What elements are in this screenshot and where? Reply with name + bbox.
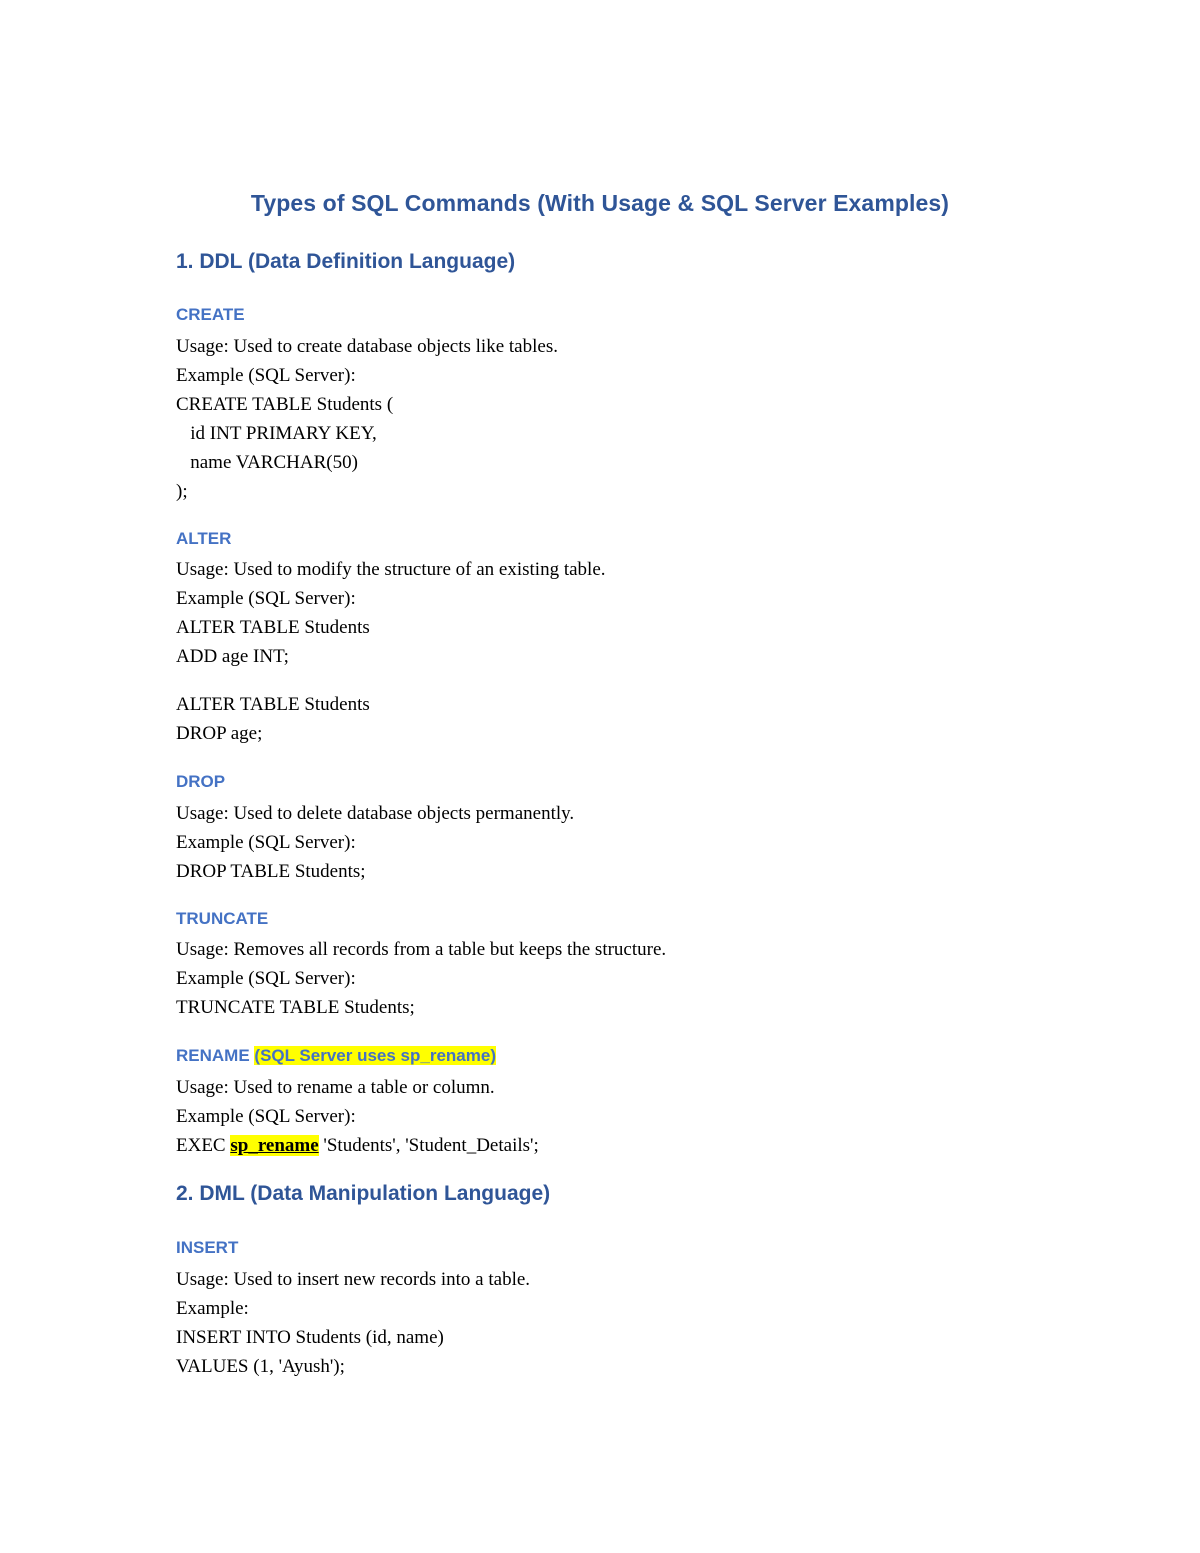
page-title: Types of SQL Commands (With Usage & SQL Server Examples) [250, 190, 950, 216]
rename-note: (SQL Server uses sp_rename) [254, 1046, 496, 1065]
drop-usage: Usage: Used to delete database objects permanently. [176, 803, 575, 824]
insert-code-line: INSERT INTO Students (id, name) [176, 1327, 444, 1348]
insert-block [176, 1265, 530, 1381]
alter-block [176, 555, 606, 671]
truncate-usage: Usage: Removes all records from a table but keeps the structure. [176, 939, 667, 960]
insert-code-line: VALUES (1, 'Ayush'); [176, 1356, 345, 1377]
insert-usage: Usage: Used to insert new records into a table. [176, 1269, 531, 1290]
create-example-label: Example (SQL Server): [176, 365, 356, 386]
rename-block [176, 1073, 539, 1160]
truncate-block [176, 935, 666, 1022]
command-heading-alter: ALTER [176, 529, 232, 548]
command-heading-rename [176, 1046, 496, 1066]
create-code-line: name VARCHAR(50) [176, 452, 358, 473]
alter-example-label: Example (SQL Server): [176, 588, 356, 609]
command-heading-truncate: TRUNCATE [176, 909, 269, 928]
truncate-code: TRUNCATE TABLE Students; [176, 997, 415, 1018]
truncate-example-label: Example (SQL Server): [176, 968, 356, 989]
create-block [176, 332, 558, 506]
rename-name: RENAME [176, 1046, 250, 1065]
rename-code-suffix: 'Students', 'Student_Details'; [318, 1135, 539, 1156]
rename-example-label: Example (SQL Server): [176, 1106, 356, 1127]
alter-code-line: ADD age INT; [176, 646, 289, 667]
insert-example-label: Example: [176, 1298, 249, 1319]
section-heading-ddl: 1. DDL (Data Definition Language) [176, 250, 516, 273]
drop-example-label: Example (SQL Server): [176, 832, 356, 853]
command-heading-insert: INSERT [176, 1238, 239, 1257]
create-usage: Usage: Used to create database objects like tables. [176, 336, 558, 357]
create-code-line: CREATE TABLE Students ( [176, 394, 394, 415]
alter-code-line: DROP age; [176, 723, 263, 744]
alter-code-line: ALTER TABLE Students [176, 617, 370, 638]
command-heading-drop: DROP [176, 772, 226, 791]
create-code-line: id INT PRIMARY KEY, [176, 423, 377, 444]
create-code-line: ); [176, 481, 188, 502]
rename-code-proc: sp_rename [230, 1135, 319, 1156]
drop-code: DROP TABLE Students; [176, 861, 366, 882]
rename-code-prefix: EXEC [176, 1135, 231, 1156]
rename-usage: Usage: Used to rename a table or column. [176, 1077, 495, 1098]
alter-drop-block [176, 690, 370, 748]
alter-usage: Usage: Used to modify the structure of an existing table. [176, 559, 606, 580]
rename-code [176, 1131, 539, 1160]
command-heading-create: CREATE [176, 305, 245, 324]
drop-block [176, 799, 574, 886]
alter-code-line: ALTER TABLE Students [176, 694, 370, 715]
section-heading-dml: 2. DML (Data Manipulation Language) [176, 1182, 551, 1205]
